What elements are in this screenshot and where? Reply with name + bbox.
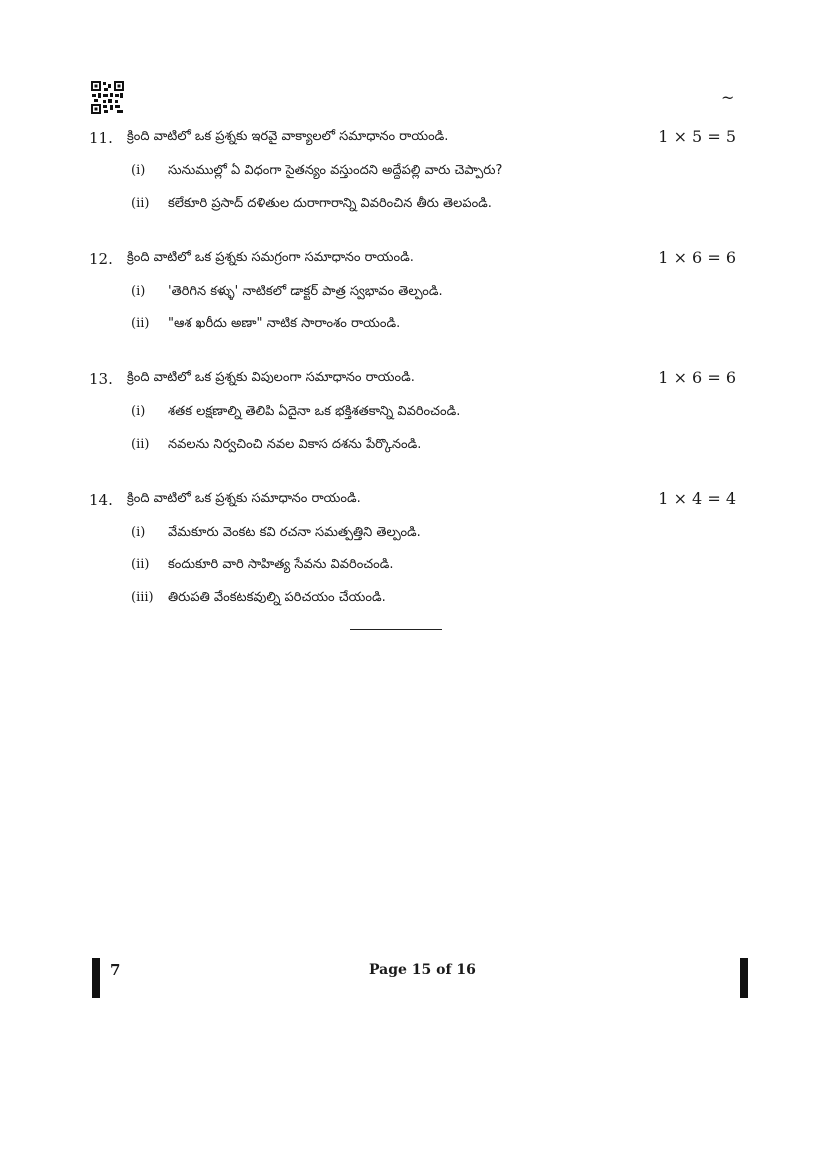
option-text: సునుముల్లో ఏ విధంగా సైతన్యం వస్తుందని అద్దేపల్లి వారు చెప్పారు? xyxy=(168,163,503,178)
option-text: "ఆశ ఖరీదు అణా" నాటిక సారాంశం రాయండి. xyxy=(168,316,401,331)
option-label: (i) xyxy=(131,284,146,299)
option-text: శతక లక్షణాల్ని తెలిపి ఏదైనా ఒక భక్తిశతకాన్ని వివరించండి. xyxy=(168,404,461,419)
option-label: (i) xyxy=(131,404,146,419)
footer-bar-left xyxy=(92,958,100,998)
option-label: (i) xyxy=(131,163,146,178)
footer-bar-right xyxy=(740,958,748,998)
question-marks: 1 × 4 = 4 xyxy=(658,489,736,508)
question-text: క్రింది వాటిలో ఒక ప్రశ్నకు ఇరవై వాక్యాలలో సమాధానం రాయండి. xyxy=(127,129,449,144)
option-label: (i) xyxy=(131,525,146,540)
header-tilde: ~ xyxy=(721,88,735,107)
footer-code: 7 xyxy=(110,961,121,979)
option-text: కందుకూరి వారి సాహిత్య సేవను వివరించండి. xyxy=(168,557,394,572)
option-label: (ii) xyxy=(131,437,150,452)
question-text: క్రింది వాటిలో ఒక ప్రశ్నకు సమగ్రంగా సమాధానం రాయండి. xyxy=(127,250,414,265)
option-label: (ii) xyxy=(131,557,150,572)
qr-code-icon xyxy=(91,81,124,114)
option-text: వేమకూరు వెంకట కవి రచనా సమత్పత్తిని తెల్పండి. xyxy=(168,525,421,540)
question-number: 14. xyxy=(89,491,113,509)
question-number: 11. xyxy=(89,129,113,147)
question-marks: 1 × 6 = 6 xyxy=(658,368,736,387)
option-label: (iii) xyxy=(131,590,154,605)
option-text: నవలను నిర్వచించి నవల వికాస దశను పేర్కొనండి. xyxy=(168,437,422,452)
question-number: 13. xyxy=(89,370,113,388)
end-divider xyxy=(350,629,442,630)
question-marks: 1 × 5 = 5 xyxy=(658,127,736,146)
option-label: (ii) xyxy=(131,316,150,331)
option-label: (ii) xyxy=(131,196,150,211)
option-text: కలేకూరి ప్రసాద్ దళితుల దురాగారాన్ని వివరించిన తీరు తెలపండి. xyxy=(168,196,492,211)
question-text: క్రింది వాటిలో ఒక ప్రశ్నకు విపులంగా సమాధానం రాయండి. xyxy=(127,370,415,385)
page-number: Page 15 of 16 xyxy=(369,962,476,978)
question-number: 12. xyxy=(89,250,113,268)
question-text: క్రింది వాటిలో ఒక ప్రశ్నకు సమాధానం రాయండి. xyxy=(127,491,361,506)
question-marks: 1 × 6 = 6 xyxy=(658,248,736,267)
option-text: తిరుపతి వేంకటకవుల్ని పరిచయం చేయండి. xyxy=(168,590,386,605)
option-text: 'తెరిగిన కళ్ళు' నాటికలో డాక్టర్ పాత్ర స్వభావం తెల్పండి. xyxy=(168,284,443,299)
